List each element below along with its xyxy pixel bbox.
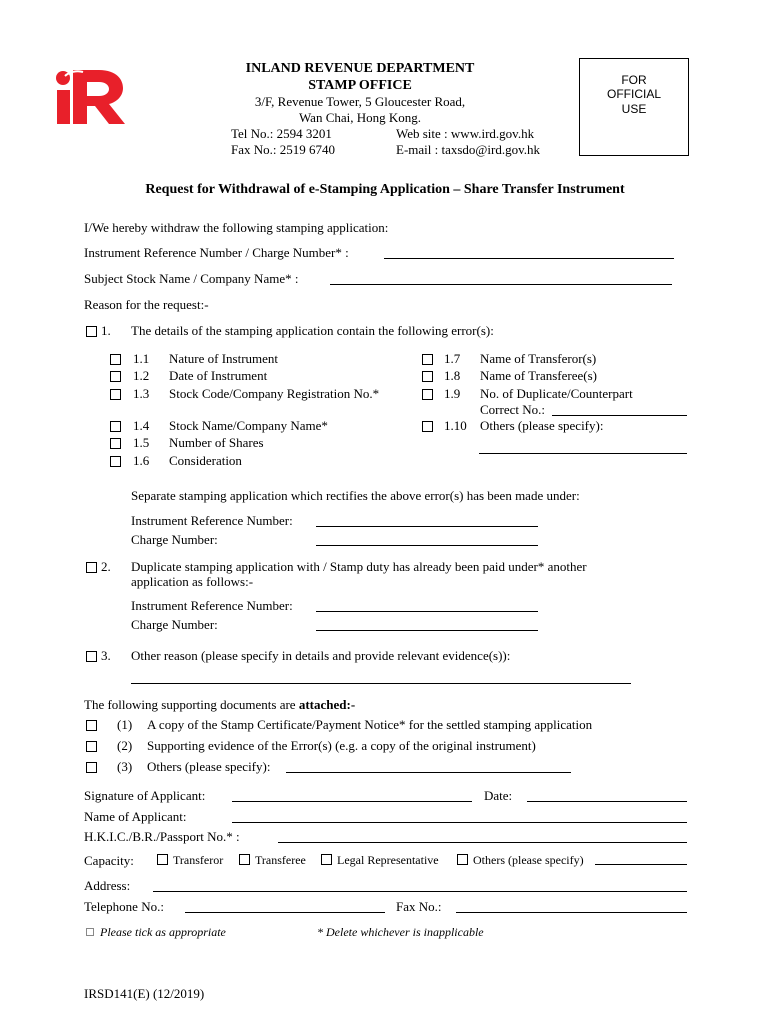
doc-label: Supporting evidence of the Error(s) (e.g. a copy of the original instrument) [147,738,536,753]
id-field[interactable] [278,842,687,843]
dept-name: INLAND REVENUE DEPARTMENT [245,61,475,76]
reason3-text: Other reason (please specify in details and provide relevant evidence(s)): [131,648,511,663]
item-num: 1.1 [133,351,150,366]
address-line1: 3/F, Revenue Tower, 5 Gloucester Road, [254,94,466,109]
name-label: Name of Applicant: [84,809,187,824]
fax: Fax No.: 2519 6740 [231,142,335,157]
capacity-option: Transferee [255,853,306,867]
inst-ref-field[interactable] [316,611,538,612]
capacity-option: Transferor [173,853,224,867]
reason1-checkbox[interactable] [86,326,97,337]
date-label: Date: [484,788,513,803]
tick-note-icon [86,928,94,936]
capacity-option: Others (please specify) [473,853,584,867]
item-label: Number of Shares [169,435,264,450]
correct-no-label: Correct No.: [480,402,545,417]
item-label: Consideration [169,453,242,468]
form-code: IRSD141(E) (12/2019) [84,986,205,1001]
item-1-3-checkbox[interactable] [110,389,121,400]
reason-label: Reason for the request:- [84,297,209,312]
reason2-num: 2. [101,559,111,574]
delete-note: * Delete whichever is inapplicable [317,925,484,939]
ref-charge-label: Instrument Reference Number / Charge Number* : [84,245,349,260]
charge-no-field[interactable] [316,545,538,546]
item-1-9-checkbox[interactable] [422,389,433,400]
signature-label: Signature of Applicant: [84,788,206,803]
ird-logo [55,66,127,126]
reason1-num: 1. [101,323,111,338]
item-1-5-checkbox[interactable] [110,438,121,449]
item-1-6-checkbox[interactable] [110,456,121,467]
item-label: Stock Code/Company Registration No.* [169,386,380,401]
signature-field[interactable] [232,801,472,802]
ref-charge-field[interactable] [384,258,674,259]
fax-label: Fax No.: [396,899,442,914]
reason2-line1: Duplicate stamping application with / Stamp duty has already been paid under* another [131,559,587,574]
doc-others-field[interactable] [286,772,571,773]
item-num: 1.6 [133,453,150,468]
reason3-num: 3. [101,648,111,663]
charge-no-field[interactable] [316,630,538,631]
inst-ref-label: Instrument Reference Number: [131,598,293,613]
official-use-label: FOR OFFICIAL USE [606,73,661,116]
item-label: Name of Transferor(s) [480,351,597,366]
charge-no-label: Charge Number: [131,617,218,632]
item-num: 1.3 [133,386,150,401]
doc-label: A copy of the Stamp Certificate/Payment Notice* for the settled stamping application [147,717,593,732]
item-num: 1.8 [444,368,461,383]
doc1-checkbox[interactable] [86,720,97,731]
telephone-field[interactable] [185,912,385,913]
docs-intro: The following supporting documents are attached:- [84,697,356,712]
date-field[interactable] [527,801,687,802]
official-use-box [579,58,689,156]
item-label: Nature of Instrument [169,351,279,366]
fax-field[interactable] [456,912,687,913]
doc-num: (3) [117,759,133,774]
form-title: Request for Withdrawal of e-Stamping Application – Share Transfer Instrument [145,182,625,197]
separate-text: Separate stamping application which rectifies the above error(s) has been made under: [131,488,580,503]
capacity-others-checkbox[interactable] [457,854,468,865]
item-label: No. of Duplicate/Counterpart [480,386,633,401]
correct-no-field[interactable] [552,415,687,416]
address-label: Address: [84,878,131,893]
reason2-checkbox[interactable] [86,562,97,573]
doc-label: Others (please specify): [147,759,271,774]
intro-text: I/We hereby withdraw the following stamping application: [84,220,389,235]
email: E-mail : taxsdo@ird.gov.hk [396,142,540,157]
item-num: 1.2 [133,368,150,383]
reason1-text: The details of the stamping application contain the following error(s): [131,323,494,338]
item-1-1-checkbox[interactable] [110,354,121,365]
item-num: 1.9 [444,386,461,401]
capacity-option: Legal Representative [337,853,439,867]
doc2-checkbox[interactable] [86,741,97,752]
tick-note: Please tick as appropriate [100,925,226,939]
others-specify-field[interactable] [479,453,687,454]
reason2-line2: application as follows:- [131,574,254,589]
inst-ref-label: Instrument Reference Number: [131,513,293,528]
tel: Tel No.: 2594 3201 [231,126,332,141]
name-field[interactable] [232,822,687,823]
doc3-checkbox[interactable] [86,762,97,773]
item-1-7-checkbox[interactable] [422,354,433,365]
capacity-label: Capacity: [84,853,134,868]
item-1-8-checkbox[interactable] [422,371,433,382]
item-label: Others (please specify): [480,418,604,433]
stock-company-label: Subject Stock Name / Company Name* : [84,271,299,286]
capacity-transferor-checkbox[interactable] [157,854,168,865]
id-label: H.K.I.C./B.R./Passport No.* : [84,829,240,844]
address-line2: Wan Chai, Hong Kong. [298,110,422,125]
telephone-label: Telephone No.: [84,899,164,914]
inst-ref-field[interactable] [316,526,538,527]
item-num: 1.7 [444,351,461,366]
other-reason-field[interactable] [131,683,631,684]
item-1-2-checkbox[interactable] [110,371,121,382]
capacity-legal-checkbox[interactable] [321,854,332,865]
office-name: STAMP OFFICE [308,78,412,93]
stock-company-field[interactable] [330,284,672,285]
ird-logo-icon [55,66,127,126]
item-label: Name of Transferee(s) [480,368,597,383]
website: Web site : www.ird.gov.hk [396,126,535,141]
item-1-4-checkbox[interactable] [110,421,121,432]
doc-num: (1) [117,717,133,732]
item-num: 1.5 [133,435,150,450]
item-label: Date of Instrument [169,368,268,383]
item-label: Stock Name/Company Name* [169,418,328,433]
item-num: 1.10 [444,418,467,433]
reason3-checkbox[interactable] [86,651,97,662]
capacity-transferee-checkbox[interactable] [239,854,250,865]
address-field[interactable] [153,891,687,892]
item-num: 1.4 [133,418,150,433]
item-1-10-checkbox[interactable] [422,421,433,432]
charge-no-label: Charge Number: [131,532,218,547]
capacity-others-field[interactable] [595,864,687,865]
doc-num: (2) [117,738,133,753]
